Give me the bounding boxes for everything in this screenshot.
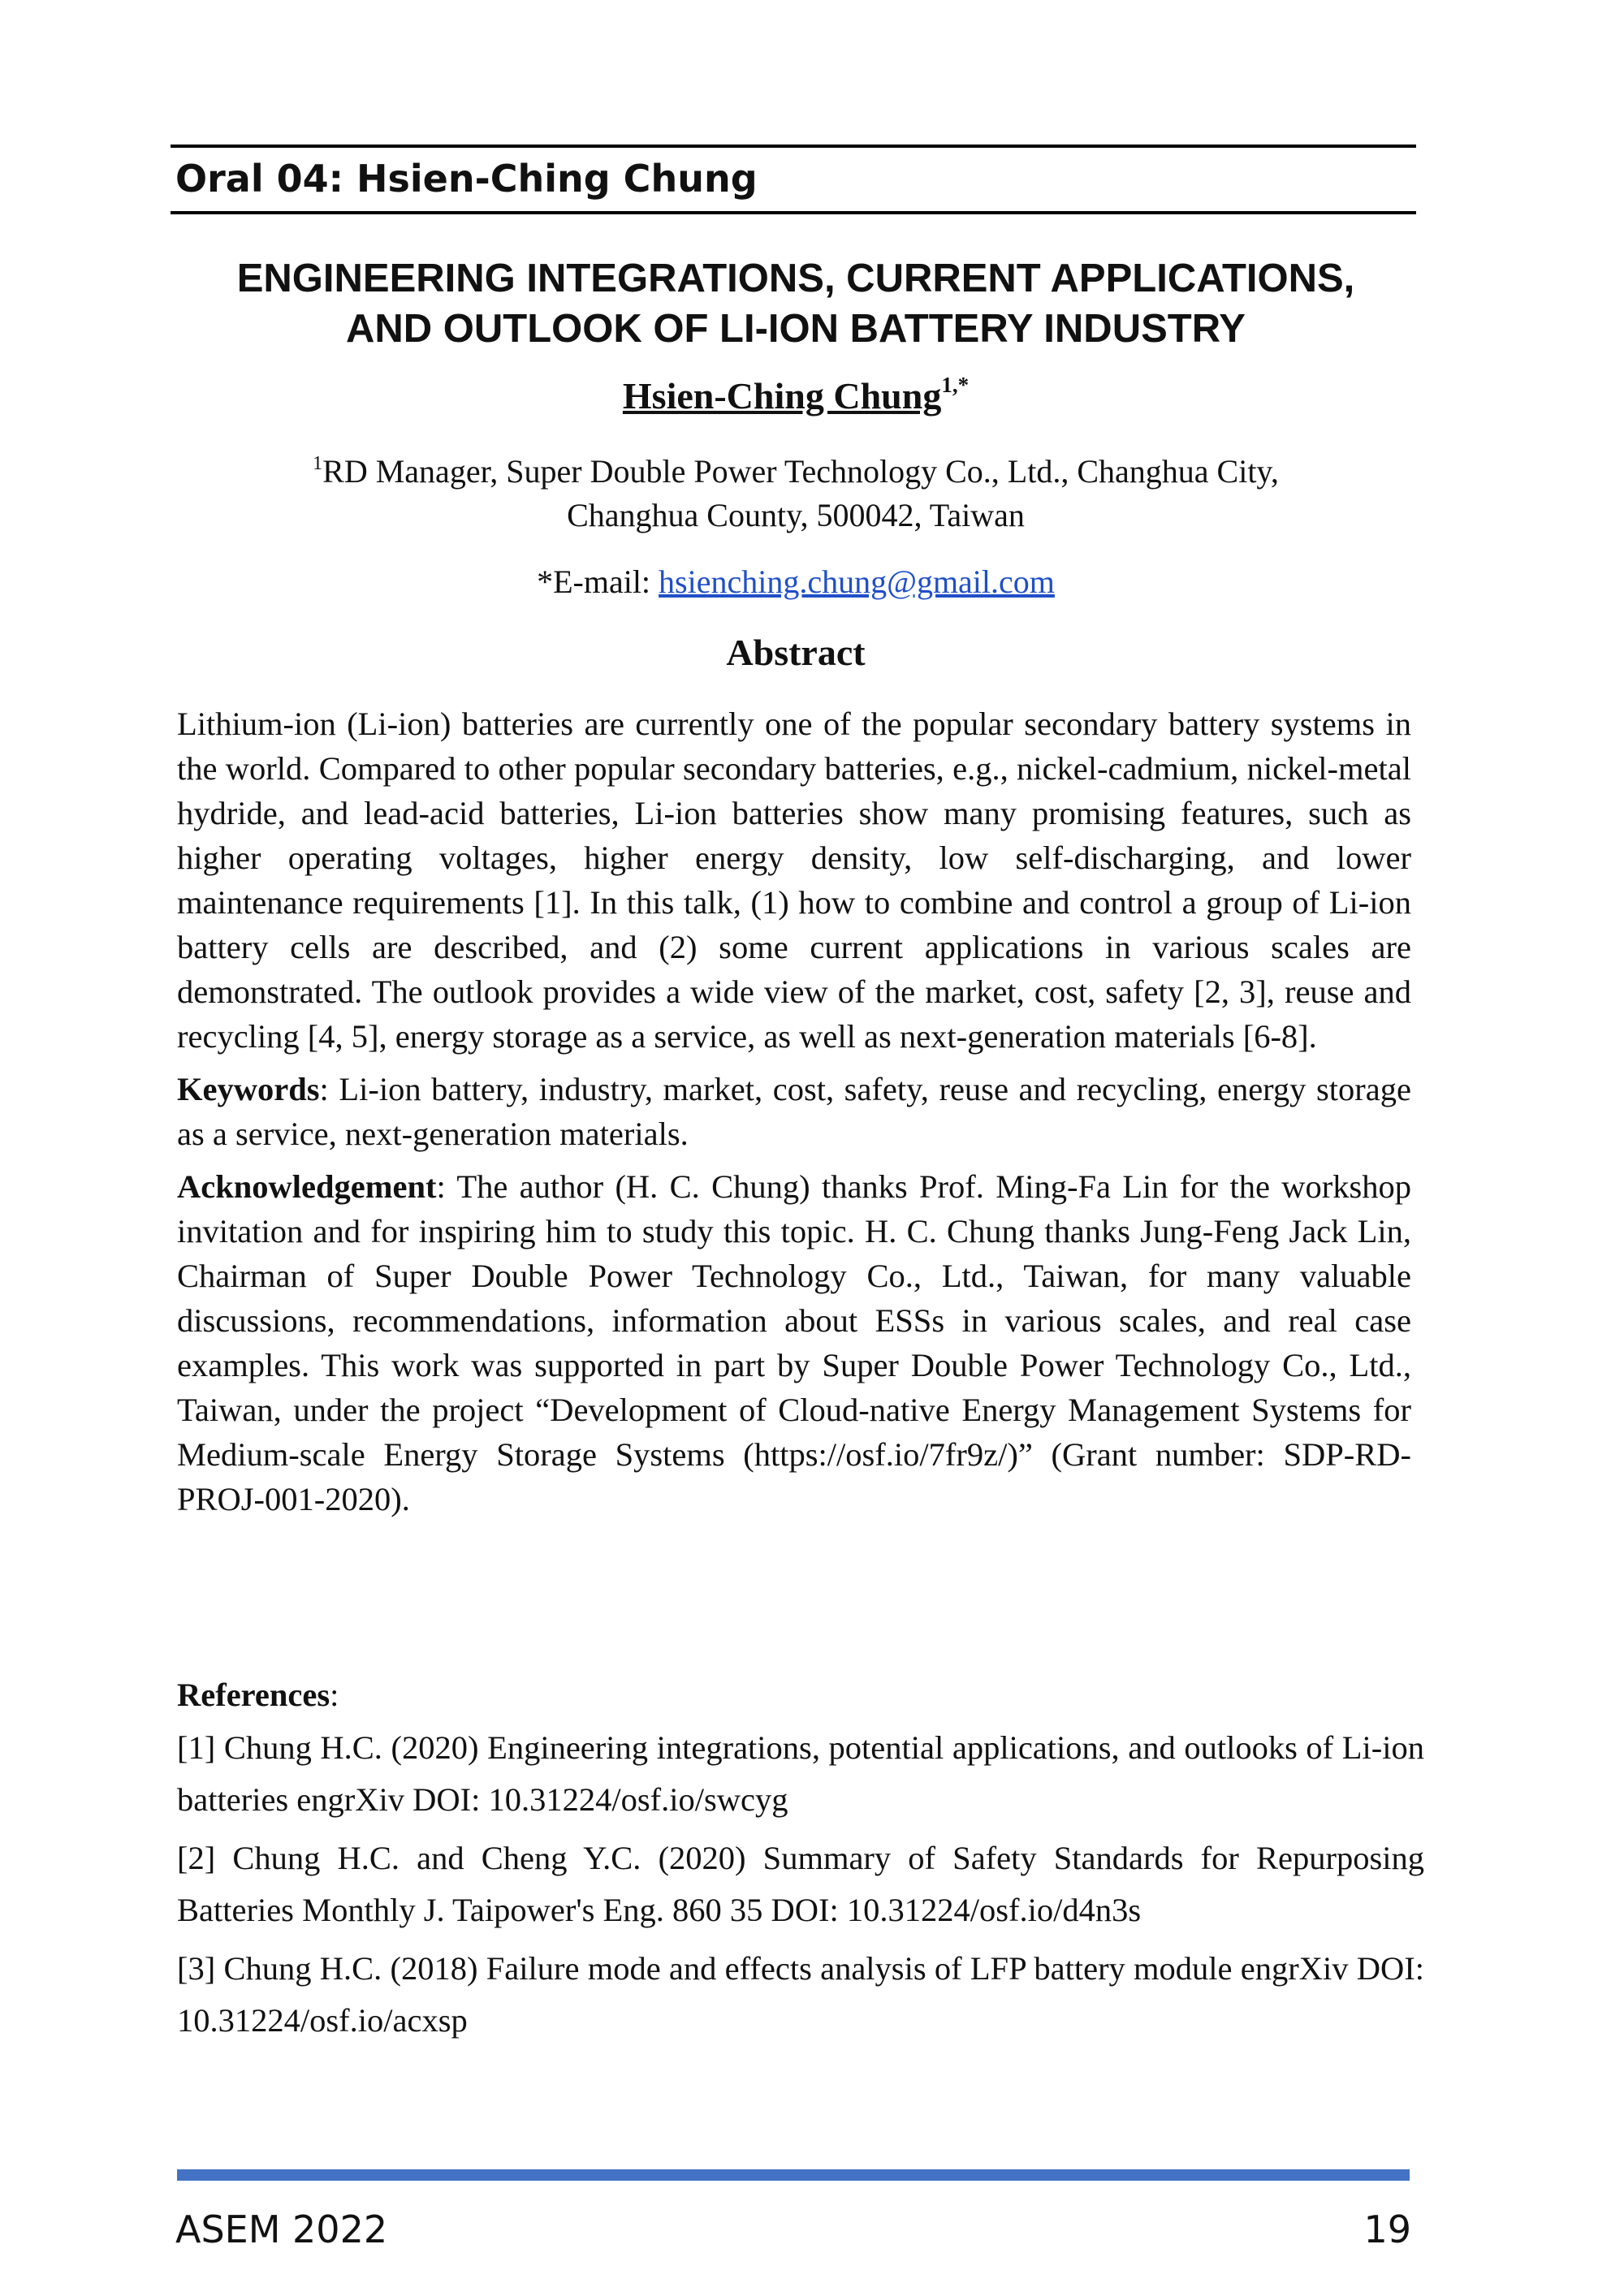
paper-title	[146, 253, 1445, 354]
email-label: *E-mail:	[537, 563, 659, 600]
keywords-paragraph	[177, 1067, 1411, 1156]
keywords-text: : Li-ion battery, industry, market, cost, safety, reuse and recycling, energy storage as a service, next-generation materials.	[177, 1071, 1411, 1152]
header-top-rule	[171, 145, 1416, 148]
author	[0, 372, 1592, 421]
references-heading	[177, 1672, 1424, 1717]
reference-item: [1] Chung H.C. (2020) Engineering integrations, potential applications, and outlooks of Li-ion batteries engrXiv DOI: 10.31224/osf.io/swcyg	[177, 1729, 1424, 1818]
acknowledgement-paragraph	[177, 1164, 1411, 1521]
references-section	[177, 1672, 1424, 2053]
reference-item: [2] Chung H.C. and Cheng Y.C. (2020) Summary of Safety Standards for Repurposing Batteries Monthly J. Taipower's Eng. 860 35 DOI: 10.31224/osf.io/d4n3s	[177, 1840, 1424, 1928]
reference-item: [3] Chung H.C. (2018) Failure mode and effects analysis of LFP battery module engrXiv DOI: 10.31224/osf.io/acxsp	[177, 1950, 1424, 2039]
keywords-label: Keywords	[177, 1071, 320, 1107]
footer-page-number: 19	[1363, 2208, 1411, 2251]
email-line	[0, 560, 1592, 604]
abstract-text: Lithium-ion (Li-ion) batteries are currently one of the popular secondary battery systems in the world. Compared to other popular secondary batteries, e.g., nickel-cadmium, nickel-metal hydride, and lead-acid batteries, Li-ion batteries show many promising features, such as higher operating voltages, higher energy density, low self-discharging, and lower maintenance requirements [1]. In this talk, (1) how to combine and control a group of Li-ion battery cells are described, and (2) some current applications in various scales are demonstrated. The outlook provides a wide view of the market, cost, safety [2, 3], reuse and recycling [4, 5], energy storage as a service, as well as next-generation materials [6-8].	[177, 706, 1411, 1055]
affiliation	[146, 450, 1445, 537]
abstract-heading: Abstract	[726, 632, 866, 673]
references-colon: :	[330, 1677, 339, 1713]
affiliation-line-2: Changhua County, 500042, Taiwan	[567, 497, 1025, 533]
author-marks: 1,*	[941, 373, 970, 397]
footer-bar	[177, 2169, 1410, 2181]
acknowledgement-text: : The author (H. C. Chung) thanks Prof. Ming-Fa Lin for the workshop invitation and for inspiring him to study this topic. H. C. Chung thanks Jung-Feng Jack Lin, Chairman of Super Double Power Technology Co., Ltd., Taiwan, for many valuable discussions, recommendations, information about ESSs in various scales, and real case examples. This work was supported in part by Super Double Power Technology Co., Ltd., Taiwan, under the project “Development of Cloud-native Energy Management Systems for Medium-scale Energy Storage Systems (https://osf.io/7fr9z/)” (Grant number: SDP-RD-PROJ-001-2020).	[177, 1168, 1411, 1517]
affiliation-mark: 1	[313, 453, 323, 474]
affiliation-line-1: RD Manager, Super Double Power Technology Co., Ltd., Changhua City,	[322, 453, 1279, 490]
title-line-2: AND OUTLOOK OF LI-ION BATTERY INDUSTRY	[346, 307, 1246, 351]
author-name: Hsien-Ching Chung	[622, 375, 942, 416]
email-link[interactable]: hsienching.chung@gmail.com	[659, 563, 1055, 600]
header-bottom-rule	[171, 211, 1416, 214]
references-label: References	[177, 1677, 330, 1713]
title-line-1: ENGINEERING INTEGRATIONS, CURRENT APPLICATIONS,	[236, 257, 1355, 300]
paper-body	[177, 701, 1411, 1530]
footer-conference: ASEM 2022	[175, 2208, 388, 2251]
acknowledgement-label: Acknowledgement	[177, 1168, 437, 1205]
session-heading: Oral 04: Hsien-Ching Chung	[175, 157, 758, 201]
